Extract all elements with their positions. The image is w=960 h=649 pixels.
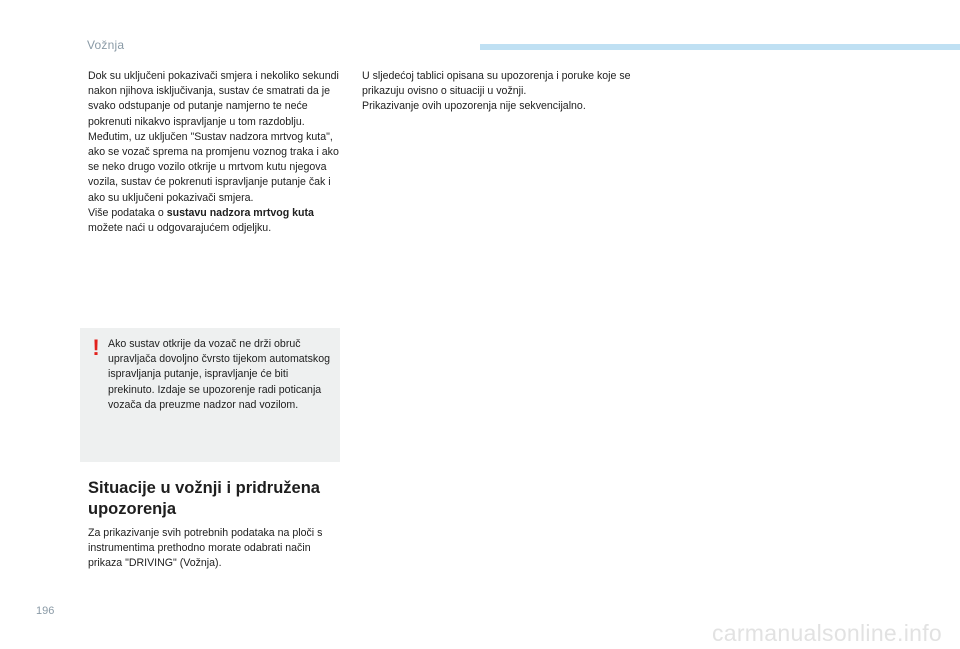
right-paragraph-1: U sljedećoj tablici opisana su upozorenja i poruke koje se prikazuju ovisno o situaciji u vožnji. [362, 70, 631, 98]
left-paragraph-3 [88, 206, 343, 236]
exclamation-warning-icon: ! [92, 335, 100, 360]
warning-box [80, 328, 340, 462]
right-column [362, 69, 642, 115]
header-accent-bar [480, 44, 960, 50]
warning-text: Ako sustav otkrije da vozač ne drži obruč upravljača dovoljno čvrsto tijekom automatskog ispravljanja putanje, ispravljanje će biti prekinuto. Izdaje se upozorenje radi poticanja vozača da preuzme nadzor nad vozilom. [108, 338, 330, 411]
page-header-title: Vožnja [87, 38, 125, 52]
left-column [88, 69, 343, 236]
left-paragraph-2: Međutim, uz uključen "Sustav nadzora mrtvog kuta", ako se vozač sprema na promjenu voznog traka i ako se neko drugo vozilo otkrije u mrtvom kutu njegova vozila, sustav će pokrenuti ispravljanje putanje čak i ako su uključeni pokazivači smjera. [88, 130, 339, 204]
right-paragraph-2: Prikazivanje ovih upozorenja nije sekvencijalno. [362, 100, 586, 113]
section-body [88, 526, 343, 572]
section-heading: Situacije u vožnji i pridružena upozorenja [88, 479, 320, 518]
section-body-text: Za prikazivanje svih potrebnih podataka na ploči s instrumentima prethodno morate odabrati način prikaza "DRIVING" (Vožnja). [88, 527, 323, 570]
paragraph-3-suffix: možete naći u odgovarajućem odjeljku. [88, 222, 272, 235]
blind-spot-reference: sustavu nadzora mrtvog kuta [166, 206, 314, 219]
left-paragraph-1: Dok su uključeni pokazivači smjera i nekoliko sekundi nakon njihova isključivanja, sustav će smatrati da je svako odstupanje od putanje namjerno te neće pokrenuti nikakvo ispravljanje u tom razdoblju. [88, 70, 339, 128]
paragraph-3-prefix: Više podataka o [88, 206, 167, 219]
watermark-text: carmanualsonline.info [711, 620, 942, 646]
page-number: 196 [36, 605, 55, 617]
